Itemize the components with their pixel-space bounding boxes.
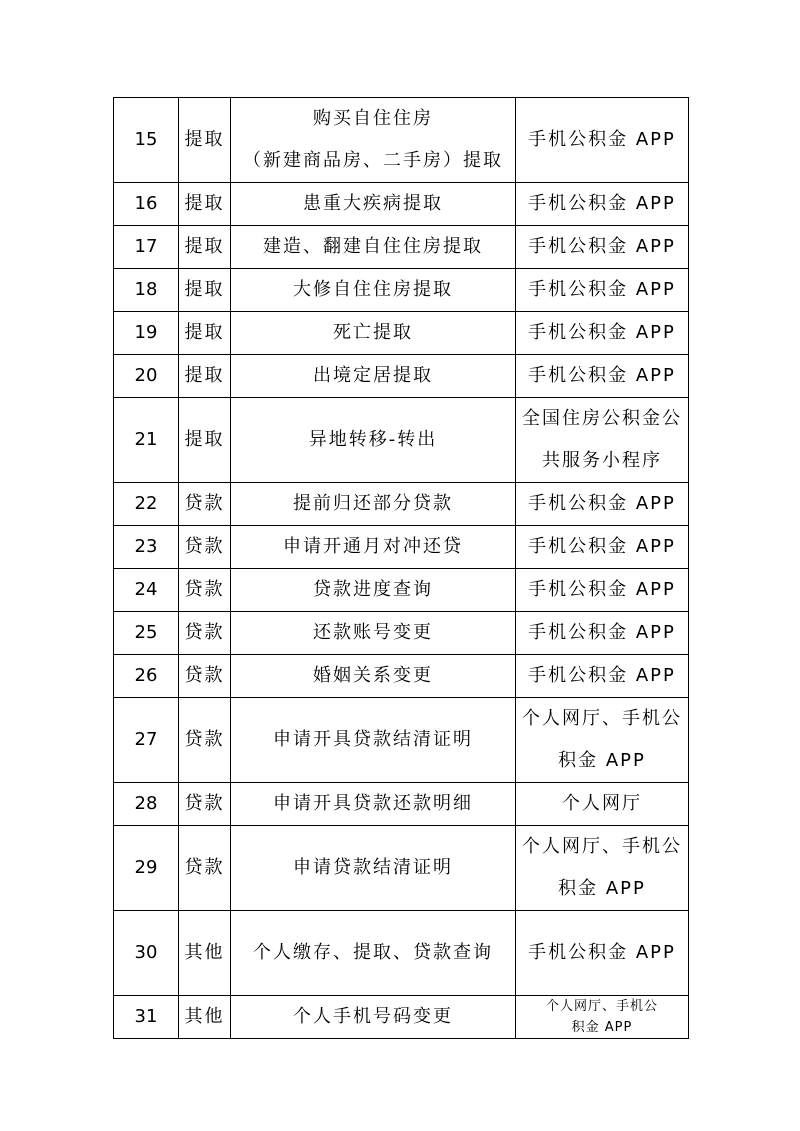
table-row	[114, 826, 689, 911]
cell-type	[179, 996, 231, 1039]
item-text: 申请开通月对冲还贷	[283, 536, 463, 557]
cell-item	[231, 398, 516, 483]
cell-item	[231, 655, 516, 698]
type-text: 其他	[184, 1006, 225, 1027]
cell-item	[231, 698, 516, 783]
number-text: 26	[134, 665, 158, 686]
cell-channel	[516, 612, 689, 655]
channel-text: 手机公积金 APP	[528, 493, 676, 514]
item-text: 建造、翻建自住住房提取	[263, 236, 483, 257]
channel-text: 个人网厅、手机公 积金 APP	[545, 999, 658, 1035]
cell-channel	[516, 783, 689, 826]
number-text: 23	[134, 536, 158, 557]
cell-number	[114, 826, 179, 911]
table-row	[114, 312, 689, 355]
cell-item	[231, 483, 516, 526]
cell-type	[179, 312, 231, 355]
channel-text: 全国住房公积金公 共服务小程序	[522, 408, 682, 471]
number-text: 18	[134, 279, 158, 300]
cell-number	[114, 226, 179, 269]
table-row	[114, 398, 689, 483]
table-row	[114, 783, 689, 826]
item-text: 申请开具贷款还款明细	[273, 793, 473, 814]
number-text: 25	[134, 622, 158, 643]
channel-text: 手机公积金 APP	[528, 279, 676, 300]
cell-channel	[516, 483, 689, 526]
number-text: 21	[134, 429, 158, 450]
channel-text: 手机公积金 APP	[528, 193, 676, 214]
cell-number	[114, 569, 179, 612]
type-text: 贷款	[184, 857, 225, 878]
cell-number	[114, 98, 179, 183]
type-text: 其他	[184, 942, 225, 963]
item-text: 出境定居提取	[313, 365, 433, 386]
table-row	[114, 698, 689, 783]
cell-channel	[516, 398, 689, 483]
channel-text: 手机公积金 APP	[528, 622, 676, 643]
cell-channel	[516, 698, 689, 783]
cell-item	[231, 355, 516, 398]
cell-item	[231, 226, 516, 269]
number-text: 24	[134, 579, 158, 600]
cell-type	[179, 569, 231, 612]
table-row	[114, 526, 689, 569]
table-row	[114, 355, 689, 398]
cell-type	[179, 483, 231, 526]
item-text: 大修自住住房提取	[293, 279, 453, 300]
cell-channel	[516, 826, 689, 911]
cell-channel	[516, 269, 689, 312]
table-row	[114, 226, 689, 269]
cell-type	[179, 783, 231, 826]
cell-number	[114, 312, 179, 355]
item-text: 异地转移-转出	[308, 429, 438, 450]
cell-item	[231, 312, 516, 355]
channel-text: 手机公积金 APP	[528, 129, 676, 150]
cell-channel	[516, 526, 689, 569]
number-text: 27	[134, 729, 158, 750]
item-text: 死亡提取	[333, 322, 413, 343]
cell-channel	[516, 226, 689, 269]
cell-item	[231, 269, 516, 312]
type-text: 贷款	[184, 579, 225, 600]
cell-channel	[516, 98, 689, 183]
type-text: 提取	[184, 193, 225, 214]
cell-type	[179, 98, 231, 183]
cell-item	[231, 98, 516, 183]
number-text: 22	[134, 493, 158, 514]
cell-item	[231, 996, 516, 1039]
item-text: 患重大疾病提取	[303, 193, 443, 214]
number-text: 31	[134, 1006, 158, 1027]
cell-type	[179, 612, 231, 655]
channel-text: 个人网厅、手机公 积金 APP	[522, 836, 682, 899]
item-text: 个人手机号码变更	[293, 1006, 453, 1027]
table-row	[114, 269, 689, 312]
cell-item	[231, 826, 516, 911]
channel-text: 手机公积金 APP	[528, 236, 676, 257]
cell-type	[179, 526, 231, 569]
number-text: 30	[134, 942, 158, 963]
type-text: 提取	[184, 129, 225, 150]
type-text: 贷款	[184, 729, 225, 750]
cell-channel	[516, 569, 689, 612]
cell-type	[179, 398, 231, 483]
number-text: 16	[134, 193, 158, 214]
service-table	[113, 97, 689, 1039]
type-text: 贷款	[184, 536, 225, 557]
cell-channel	[516, 911, 689, 996]
cell-item	[231, 612, 516, 655]
cell-channel	[516, 355, 689, 398]
channel-text: 手机公积金 APP	[528, 365, 676, 386]
number-text: 19	[134, 322, 158, 343]
cell-number	[114, 183, 179, 226]
table-row	[114, 98, 689, 183]
cell-channel	[516, 183, 689, 226]
number-text: 17	[134, 236, 158, 257]
cell-number	[114, 783, 179, 826]
channel-text: 手机公积金 APP	[528, 942, 676, 963]
cell-item	[231, 183, 516, 226]
type-text: 贷款	[184, 665, 225, 686]
table-row	[114, 655, 689, 698]
cell-number	[114, 612, 179, 655]
table-row	[114, 569, 689, 612]
item-text: 个人缴存、提取、贷款查询	[253, 942, 493, 963]
cell-channel	[516, 655, 689, 698]
cell-type	[179, 226, 231, 269]
cell-type	[179, 355, 231, 398]
cell-type	[179, 655, 231, 698]
cell-number	[114, 269, 179, 312]
type-text: 提取	[184, 322, 225, 343]
table-row	[114, 483, 689, 526]
table-row	[114, 911, 689, 996]
item-text: 购买自住住房 （新建商品房、二手房）提取	[243, 108, 503, 171]
type-text: 贷款	[184, 622, 225, 643]
number-text: 28	[134, 793, 158, 814]
channel-text: 手机公积金 APP	[528, 322, 676, 343]
item-text: 申请开具贷款结清证明	[273, 729, 473, 750]
channel-text: 个人网厅、手机公 积金 APP	[522, 708, 682, 771]
cell-number	[114, 526, 179, 569]
type-text: 提取	[184, 429, 225, 450]
type-text: 贷款	[184, 493, 225, 514]
cell-number	[114, 398, 179, 483]
table-row	[114, 996, 689, 1039]
type-text: 提取	[184, 365, 225, 386]
item-text: 婚姻关系变更	[313, 665, 433, 686]
channel-text: 个人网厅	[562, 793, 642, 814]
table-row	[114, 183, 689, 226]
cell-number	[114, 996, 179, 1039]
item-text: 提前归还部分贷款	[293, 493, 453, 514]
channel-text: 手机公积金 APP	[528, 579, 676, 600]
type-text: 贷款	[184, 793, 225, 814]
cell-type	[179, 269, 231, 312]
item-text: 申请贷款结清证明	[293, 857, 453, 878]
cell-item	[231, 911, 516, 996]
cell-type	[179, 183, 231, 226]
cell-item	[231, 783, 516, 826]
cell-channel	[516, 312, 689, 355]
cell-channel	[516, 996, 689, 1039]
item-text: 贷款进度查询	[313, 579, 433, 600]
cell-item	[231, 526, 516, 569]
cell-number	[114, 655, 179, 698]
type-text: 提取	[184, 236, 225, 257]
cell-number	[114, 698, 179, 783]
table-body	[114, 98, 689, 1039]
cell-number	[114, 911, 179, 996]
item-text: 还款账号变更	[313, 622, 433, 643]
cell-type	[179, 698, 231, 783]
type-text: 提取	[184, 279, 225, 300]
number-text: 20	[134, 365, 158, 386]
channel-text: 手机公积金 APP	[528, 536, 676, 557]
cell-type	[179, 911, 231, 996]
table-row	[114, 612, 689, 655]
cell-number	[114, 355, 179, 398]
number-text: 29	[134, 857, 158, 878]
channel-text: 手机公积金 APP	[528, 665, 676, 686]
cell-number	[114, 483, 179, 526]
cell-type	[179, 826, 231, 911]
number-text: 15	[134, 129, 158, 150]
cell-item	[231, 569, 516, 612]
